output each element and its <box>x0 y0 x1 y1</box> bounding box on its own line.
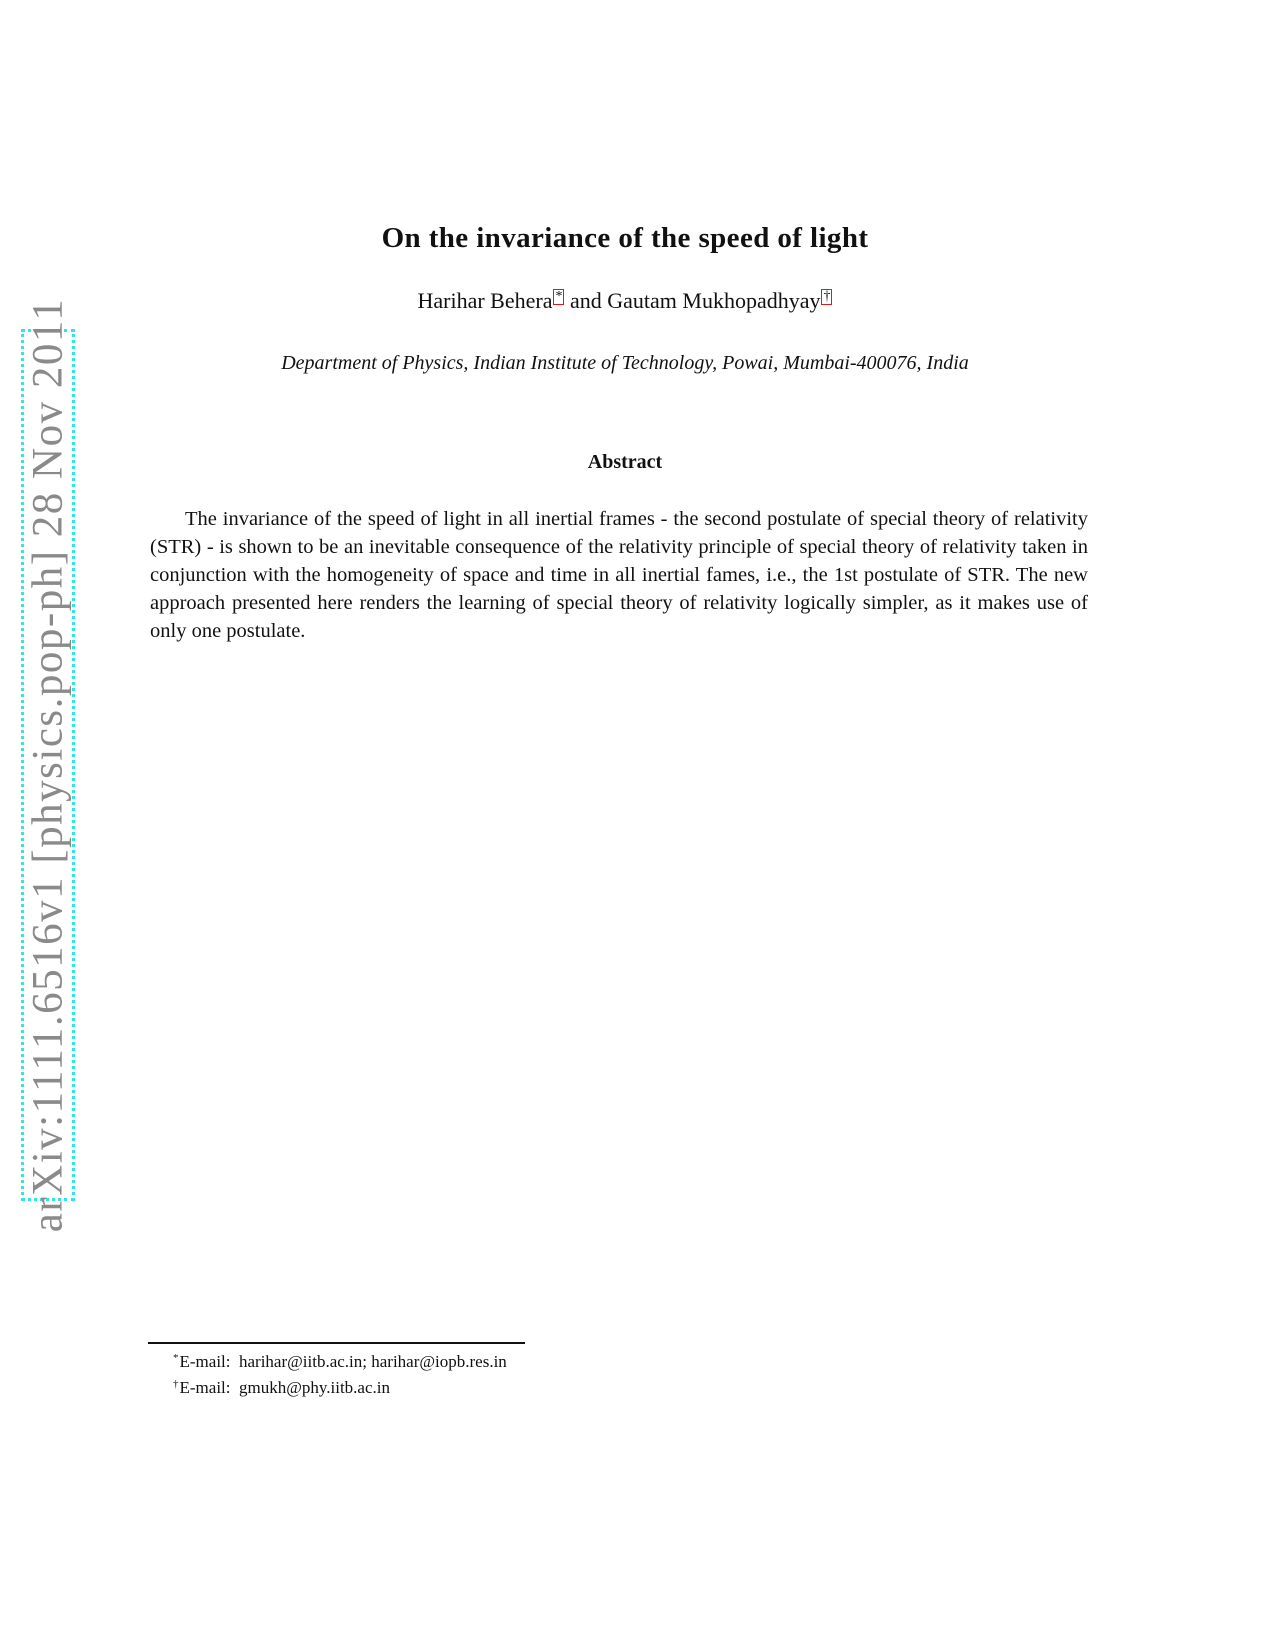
footnote-link-1[interactable]: * <box>555 289 563 304</box>
abstract-heading: Abstract <box>587 451 663 473</box>
abstract-text: The invariance of the speed of light in all inertial frames - the second postulate of special theory of relativity (STR) - is shown to be an inevitable consequence of the relativity principle of special theory of relativity taken in conjunction with the homogeneity of space and time in all inertial fames, i.e., the 1st postulate of STR. The new approach presented here renders the learning of special theory of relativity logically simpler, as it makes use of only one postulate. <box>150 508 1088 642</box>
author-name: Gautam Mukhopadhyay <box>607 288 821 313</box>
footnotes <box>173 1347 507 1399</box>
footnote-mark: * <box>173 1352 179 1364</box>
footnote-link-2[interactable]: † <box>823 289 831 304</box>
affiliation: Department of Physics, Indian Institute of Technology, Powai, Mumbai-400076, India <box>281 352 969 374</box>
footnote-item <box>173 1347 507 1373</box>
footnote-text: E-mail: harihar@iitb.ac.in; harihar@iopb.res.in <box>179 1352 507 1371</box>
author-name: Harihar Behera <box>417 288 553 313</box>
paper-title: On the invariance of the speed of light <box>381 222 869 254</box>
footnote-mark: † <box>173 1378 179 1390</box>
author-line <box>0 288 1250 314</box>
footnote-text: E-mail: gmukh@phy.iitb.ac.in <box>179 1378 390 1397</box>
footnote-item <box>173 1373 507 1399</box>
author-joiner: and <box>564 288 608 313</box>
footnote-rule <box>148 1342 525 1344</box>
arxiv-stamp: arXiv:1111.6516v1 [physics.pop-ph] 28 Nov 2011 <box>24 297 72 1233</box>
